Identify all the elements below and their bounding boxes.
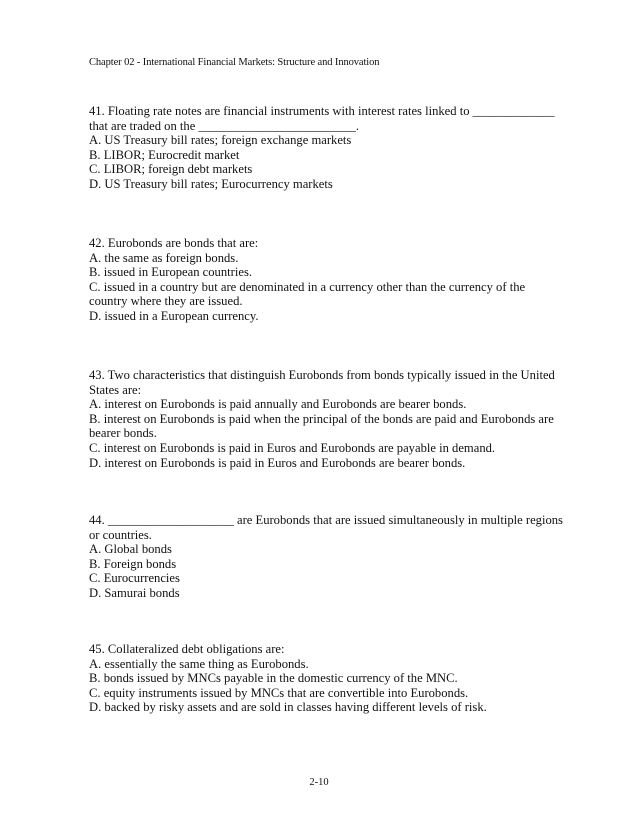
answer-option: A. essentially the same thing as Eurobonds. [89, 656, 309, 671]
answer-option: B. Foreign bonds [89, 556, 177, 571]
answer-option: D. backed by risky assets and are sold in classes having different levels of risk. [89, 700, 487, 715]
answer-option: D. Samurai bonds [89, 585, 180, 600]
question-stem-line: 44. ____________________ are Eurobonds that are issued simultaneously in multiple regions [89, 513, 563, 527]
answer-option: C. Eurocurrencies [89, 571, 180, 586]
answer-option: B. bonds issued by MNCs payable in the domestic currency of the MNC. [89, 671, 458, 686]
answer-option: A. US Treasury bill rates; foreign exchange markets [89, 133, 352, 148]
answer-option: B. issued in European countries. [89, 265, 252, 280]
question-stem-line: States are: [89, 382, 142, 397]
question-stem-line: that are traded on the _________________________. [89, 118, 360, 133]
question-stem-line: 41. Floating rate notes are financial instruments with interest rates linked to _____________ [89, 104, 555, 118]
page-header: Chapter 02 - International Financial Markets: Structure and Innovation [89, 57, 380, 68]
answer-option: C. interest on Eurobonds is paid in Euros and Eurobonds are payable in demand. [89, 440, 496, 455]
answer-option: B. LIBOR; Eurocredit market [89, 147, 240, 162]
page-number: 2-10 [309, 777, 329, 788]
question-stem-line: 45. Collateralized debt obligations are: [89, 642, 285, 656]
question-41 [89, 104, 569, 192]
question-stem-line: or countries. [89, 527, 152, 542]
question-stem-line: 43. Two characteristics that distinguish Eurobonds from bonds typically issued in the United [89, 368, 555, 382]
question-42 [89, 236, 569, 324]
answer-option: B. interest on Eurobonds is paid when the principal of the bonds are paid and Eurobonds are [89, 411, 554, 426]
answer-option: C. issued in a country but are denominated in a currency other than the currency of the [89, 279, 526, 294]
question-44 [89, 513, 569, 601]
answer-option: D. US Treasury bill rates; Eurocurrency markets [89, 176, 333, 191]
answer-option: A. interest on Eurobonds is paid annually and Eurobonds are bearer bonds. [89, 397, 467, 412]
answer-option: D. issued in a European currency. [89, 308, 259, 323]
question-stem-line: 42. Eurobonds are bonds that are: [89, 236, 259, 250]
answer-option: C. LIBOR; foreign debt markets [89, 162, 253, 177]
answer-option-continuation: bearer bonds. [89, 426, 157, 441]
question-43 [89, 368, 569, 470]
answer-option: C. equity instruments issued by MNCs that are convertible into Eurobonds. [89, 685, 469, 700]
answer-option: D. interest on Eurobonds is paid in Euros and Eurobonds are bearer bonds. [89, 455, 466, 470]
answer-option-continuation: country where they are issued. [89, 294, 243, 309]
answer-option: A. the same as foreign bonds. [89, 250, 239, 265]
answer-option: A. Global bonds [89, 542, 172, 557]
question-45 [89, 642, 569, 715]
